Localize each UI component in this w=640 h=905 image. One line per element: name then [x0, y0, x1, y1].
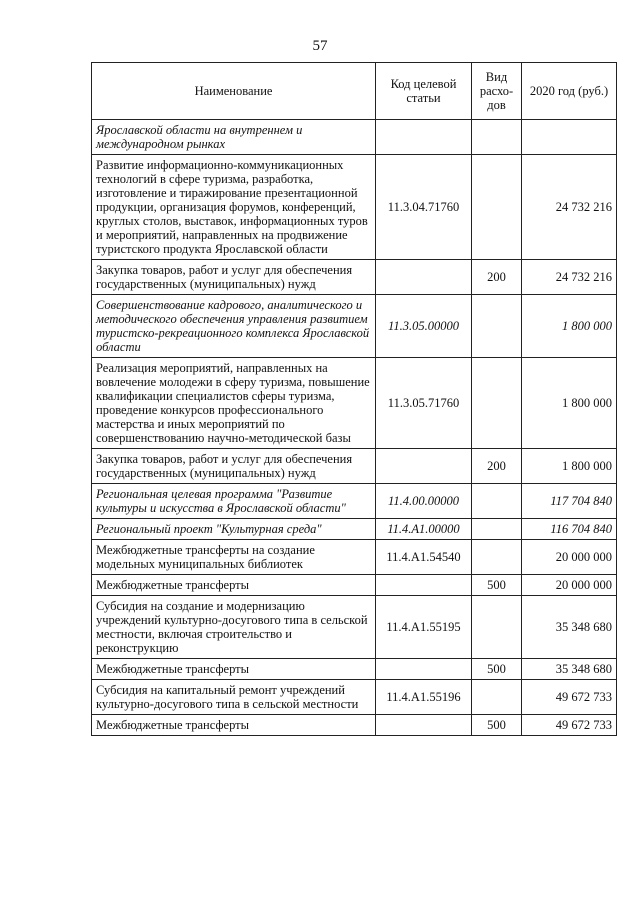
header-type: Вид расхо-дов [472, 63, 522, 120]
table-row [92, 358, 617, 449]
row-code-cell: 11.3.04.71760 [376, 155, 472, 260]
row-code-cell: 11.3.05.00000 [376, 295, 472, 358]
row-code-cell [376, 659, 472, 680]
table-row [92, 540, 617, 575]
row-amount-cell: 35 348 680 [522, 659, 617, 680]
row-amount-cell: 49 672 733 [522, 680, 617, 715]
table-row [92, 519, 617, 540]
row-code-cell: 11.4.A1.54540 [376, 540, 472, 575]
row-amount-cell: 1 800 000 [522, 295, 617, 358]
row-amount-cell [522, 120, 617, 155]
row-type-cell [472, 295, 522, 358]
row-amount-cell: 1 800 000 [522, 449, 617, 484]
row-type-cell [472, 596, 522, 659]
table-header-row [92, 63, 617, 120]
row-type-cell [472, 519, 522, 540]
row-amount-cell: 1 800 000 [522, 358, 617, 449]
row-name-cell: Межбюджетные трансферты на создание модельных муниципальных библиотек [92, 540, 376, 575]
row-type-cell [472, 540, 522, 575]
row-name-cell: Ярославской области на внутреннем и международном рынках [92, 120, 376, 155]
row-type-cell [472, 680, 522, 715]
row-name-cell: Субсидия на капитальный ремонт учреждений культурно-досугового типа в сельской местности [92, 680, 376, 715]
row-name-cell: Региональная целевая программа "Развитие культуры и искусства в Ярославской области" [92, 484, 376, 519]
row-code-cell: 11.4.00.00000 [376, 484, 472, 519]
row-name-cell: Межбюджетные трансферты [92, 715, 376, 736]
row-code-cell: 11.4.A1.55196 [376, 680, 472, 715]
table-row [92, 680, 617, 715]
table-row [92, 575, 617, 596]
row-name-cell: Реализация мероприятий, направленных на вовлечение молодежи в сферу туризма, повышение квалификации специалистов сферы туризма, проведение конкурсов профессионального мастерства и иных мероприятий по совершенствованию научно-методической базы [92, 358, 376, 449]
row-type-cell: 500 [472, 659, 522, 680]
row-code-cell [376, 715, 472, 736]
row-type-cell [472, 155, 522, 260]
table-row [92, 659, 617, 680]
row-name-cell: Закупка товаров, работ и услуг для обеспечения государственных (муниципальных) нужд [92, 260, 376, 295]
table-row [92, 715, 617, 736]
row-amount-cell: 117 704 840 [522, 484, 617, 519]
row-type-cell [472, 484, 522, 519]
header-amount: 2020 год (руб.) [522, 63, 617, 120]
row-name-cell: Совершенствование кадрового, аналитического и методического обеспечения управления развитием туристско-рекреационного комплекса Ярославской области [92, 295, 376, 358]
table-row [92, 120, 617, 155]
row-amount-cell: 35 348 680 [522, 596, 617, 659]
row-amount-cell: 20 000 000 [522, 540, 617, 575]
row-name-cell: Межбюджетные трансферты [92, 575, 376, 596]
row-amount-cell: 116 704 840 [522, 519, 617, 540]
row-type-cell: 500 [472, 575, 522, 596]
page-number: 57 [312, 38, 328, 54]
row-type-cell [472, 358, 522, 449]
table-body [92, 120, 617, 736]
row-code-cell: 11.4.A1.00000 [376, 519, 472, 540]
table-row [92, 295, 617, 358]
row-code-cell [376, 575, 472, 596]
row-code-cell: 11.3.05.71760 [376, 358, 472, 449]
row-type-cell: 200 [472, 260, 522, 295]
row-name-cell: Субсидия на создание и модернизацию учреждений культурно-досугового типа в сельской местности, включая строительство и реконструкцию [92, 596, 376, 659]
row-amount-cell: 20 000 000 [522, 575, 617, 596]
table-row [92, 449, 617, 484]
row-code-cell: 11.4.A1.55195 [376, 596, 472, 659]
row-amount-cell: 24 732 216 [522, 155, 617, 260]
table-row [92, 596, 617, 659]
table-row [92, 260, 617, 295]
row-code-cell [376, 120, 472, 155]
header-code: Код целевой статьи [376, 63, 472, 120]
row-code-cell [376, 260, 472, 295]
row-name-cell: Закупка товаров, работ и услуг для обеспечения государственных (муниципальных) нужд [92, 449, 376, 484]
header-name: Наименование [92, 63, 376, 120]
row-code-cell [376, 449, 472, 484]
row-type-cell: 500 [472, 715, 522, 736]
row-type-cell: 200 [472, 449, 522, 484]
row-name-cell: Региональный проект "Культурная среда" [92, 519, 376, 540]
table-row [92, 155, 617, 260]
row-name-cell: Межбюджетные трансферты [92, 659, 376, 680]
row-type-cell [472, 120, 522, 155]
row-amount-cell: 24 732 216 [522, 260, 617, 295]
row-amount-cell: 49 672 733 [522, 715, 617, 736]
row-name-cell: Развитие информационно-коммуникационных технологий в сфере туризма, разработка, изготовление и тиражирование презентационной продукции, организация форумов, конференций, круглых столов, выставок, информационных туров и мероприятий, направленных на продвижение туристского продукта Ярославской области [92, 155, 376, 260]
budget-table [91, 62, 617, 736]
table-row [92, 484, 617, 519]
